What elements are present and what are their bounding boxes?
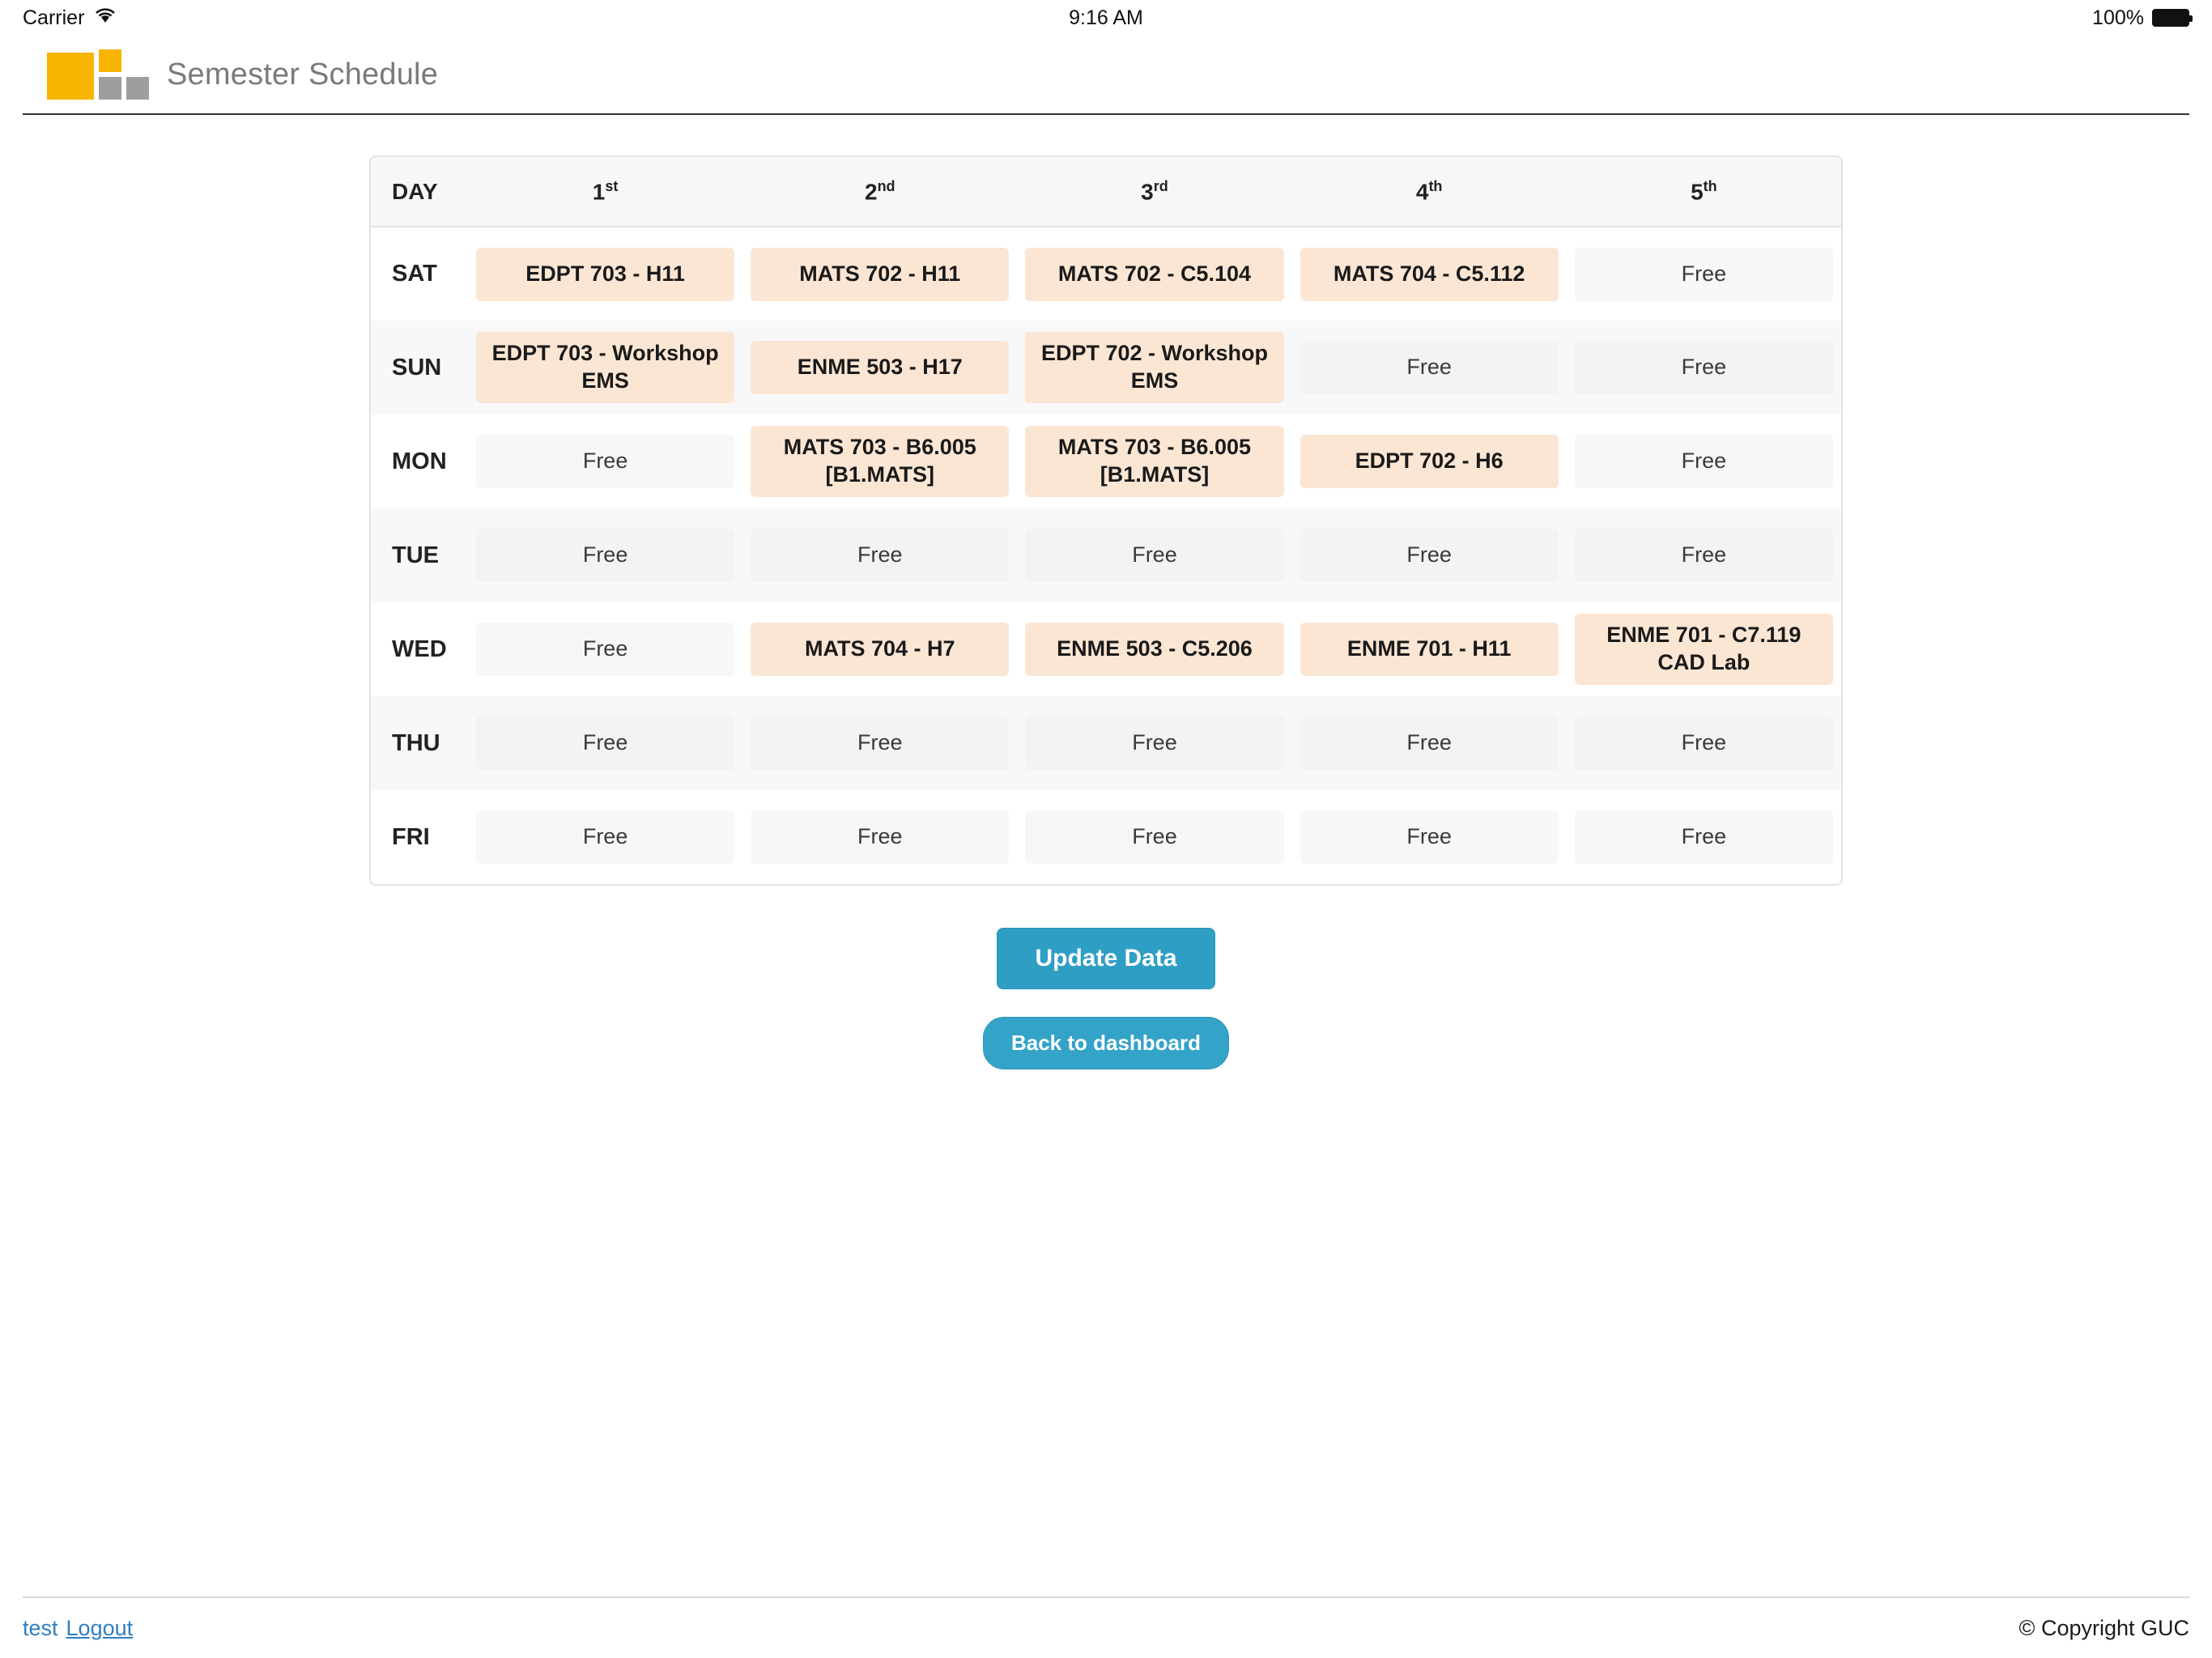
free-slot: Free: [1575, 810, 1833, 864]
column-header-slot-3: 3rd: [1017, 157, 1291, 227]
cell-sun-3[interactable]: [1017, 321, 1291, 414]
table-row: [371, 414, 1841, 508]
course-block[interactable]: MATS 704 - C5.112: [1300, 248, 1559, 301]
free-slot: Free: [1300, 341, 1559, 394]
free-slot: Free: [476, 435, 734, 488]
column-header-day: DAY: [371, 157, 468, 227]
battery-full-icon: [2152, 9, 2189, 27]
main-content: [0, 115, 2212, 1069]
free-slot: Free: [1575, 341, 1833, 394]
course-block[interactable]: ENME 503 - H17: [751, 341, 1009, 394]
copyright-label: © Copyright GUC: [2018, 1615, 2189, 1640]
page-footer: [23, 1596, 2189, 1658]
day-label-sat: SAT: [392, 261, 437, 287]
free-slot: Free: [476, 529, 734, 582]
cell-wed-1: [468, 602, 742, 696]
footer-user-area: [23, 1616, 133, 1641]
logout-link[interactable]: Logout: [66, 1615, 134, 1640]
schedule-table-container: [369, 155, 1843, 886]
day-label-wed: WED: [392, 636, 447, 662]
course-block[interactable]: MATS 702 - C5.104: [1025, 248, 1283, 301]
cell-tue-5: [1567, 508, 1841, 602]
status-bar: [0, 0, 2212, 36]
column-header-slot-2: 2nd: [742, 157, 1017, 227]
free-slot: Free: [1300, 529, 1559, 582]
table-row: [371, 602, 1841, 696]
cell-mon-1: [468, 414, 742, 508]
column-header-slot-1: 1st: [468, 157, 742, 227]
update-data-button[interactable]: Update Data: [997, 928, 1214, 989]
status-bar-time: 9:16 AM: [1069, 6, 1143, 29]
status-bar-right: [2092, 6, 2189, 30]
cell-wed-5[interactable]: [1567, 602, 1841, 696]
battery-percent-label: 100%: [2092, 6, 2144, 29]
logo-square-gray-lower: [126, 77, 149, 100]
free-slot: Free: [751, 716, 1009, 770]
guc-logo-icon: [47, 49, 149, 100]
cell-thu-5: [1567, 696, 1841, 790]
cell-sun-4: [1292, 321, 1567, 414]
cell-tue-1: [468, 508, 742, 602]
course-block[interactable]: EDPT 703 - H11: [476, 248, 734, 301]
cell-sat-2[interactable]: [742, 227, 1017, 321]
free-slot: Free: [1575, 529, 1833, 582]
app-header: [23, 36, 2189, 115]
course-block[interactable]: EDPT 703 - Workshop EMS: [476, 332, 734, 403]
day-label-fri: FRI: [392, 823, 430, 850]
back-to-dashboard-button[interactable]: Back to dashboard: [983, 1017, 1229, 1069]
day-label-tue: TUE: [392, 542, 439, 568]
cell-mon-5: [1567, 414, 1841, 508]
course-block[interactable]: EDPT 702 - H6: [1300, 435, 1559, 488]
cell-thu-2: [742, 696, 1017, 790]
cell-mon-3[interactable]: [1017, 414, 1291, 508]
free-slot: Free: [1575, 435, 1833, 488]
page-title: Semester Schedule: [167, 57, 439, 91]
cell-thu-4: [1292, 696, 1567, 790]
cell-fri-5: [1567, 790, 1841, 884]
course-block[interactable]: MATS 702 - H11: [751, 248, 1009, 301]
cell-mon-4[interactable]: [1292, 414, 1567, 508]
table-row: [371, 321, 1841, 414]
schedule-table: [371, 157, 1841, 884]
cell-thu-3: [1017, 696, 1291, 790]
free-slot: Free: [751, 529, 1009, 582]
cell-tue-4: [1292, 508, 1567, 602]
cell-fri-3: [1017, 790, 1291, 884]
course-block[interactable]: ENME 503 - C5.206: [1025, 623, 1283, 676]
free-slot: Free: [1025, 810, 1283, 864]
free-slot: Free: [1300, 810, 1559, 864]
action-buttons: [0, 928, 2212, 1069]
free-slot: Free: [1575, 716, 1833, 770]
free-slot: Free: [1575, 248, 1833, 301]
free-slot: Free: [476, 623, 734, 676]
cell-wed-3[interactable]: [1017, 602, 1291, 696]
cell-mon-2[interactable]: [742, 414, 1017, 508]
table-row: [371, 790, 1841, 884]
free-slot: Free: [1300, 716, 1559, 770]
cell-sat-5: [1567, 227, 1841, 321]
logo-square-gray-upper: [99, 77, 121, 100]
table-row: [371, 696, 1841, 790]
course-block[interactable]: MATS 704 - H7: [751, 623, 1009, 676]
wifi-icon: [94, 6, 117, 30]
course-block[interactable]: MATS 703 - B6.005 [B1.MATS]: [751, 426, 1009, 497]
cell-sun-5: [1567, 321, 1841, 414]
cell-wed-2[interactable]: [742, 602, 1017, 696]
cell-fri-1: [468, 790, 742, 884]
cell-thu-1: [468, 696, 742, 790]
cell-tue-3: [1017, 508, 1291, 602]
day-label-mon: MON: [392, 448, 447, 474]
free-slot: Free: [476, 716, 734, 770]
cell-fri-4: [1292, 790, 1567, 884]
cell-sat-4[interactable]: [1292, 227, 1567, 321]
free-slot: Free: [476, 810, 734, 864]
course-block[interactable]: MATS 703 - B6.005 [B1.MATS]: [1025, 426, 1283, 497]
course-block[interactable]: EDPT 702 - Workshop EMS: [1025, 332, 1283, 403]
logo-square-yellow-large: [47, 53, 94, 100]
carrier-label: Carrier: [23, 6, 85, 29]
cell-tue-2: [742, 508, 1017, 602]
schedule-header-row: [371, 157, 1841, 227]
column-header-slot-4: 4th: [1292, 157, 1567, 227]
course-block[interactable]: ENME 701 - H11: [1300, 623, 1559, 676]
schedule-body: [371, 227, 1841, 884]
table-row: [371, 508, 1841, 602]
free-slot: Free: [751, 810, 1009, 864]
cell-wed-4[interactable]: [1292, 602, 1567, 696]
username-label: test: [23, 1615, 58, 1640]
free-slot: Free: [1025, 716, 1283, 770]
cell-sat-3[interactable]: [1017, 227, 1291, 321]
day-label-thu: THU: [392, 729, 440, 756]
cell-sun-1[interactable]: [468, 321, 742, 414]
logo-square-yellow-small: [99, 49, 121, 72]
free-slot: Free: [1025, 529, 1283, 582]
status-bar-left: [23, 6, 117, 30]
cell-sun-2[interactable]: [742, 321, 1017, 414]
cell-fri-2: [742, 790, 1017, 884]
course-block[interactable]: ENME 701 - C7.119 CAD Lab: [1575, 614, 1833, 685]
column-header-slot-5: 5th: [1567, 157, 1841, 227]
day-label-sun: SUN: [392, 354, 442, 380]
cell-sat-1[interactable]: [468, 227, 742, 321]
table-row: [371, 227, 1841, 321]
